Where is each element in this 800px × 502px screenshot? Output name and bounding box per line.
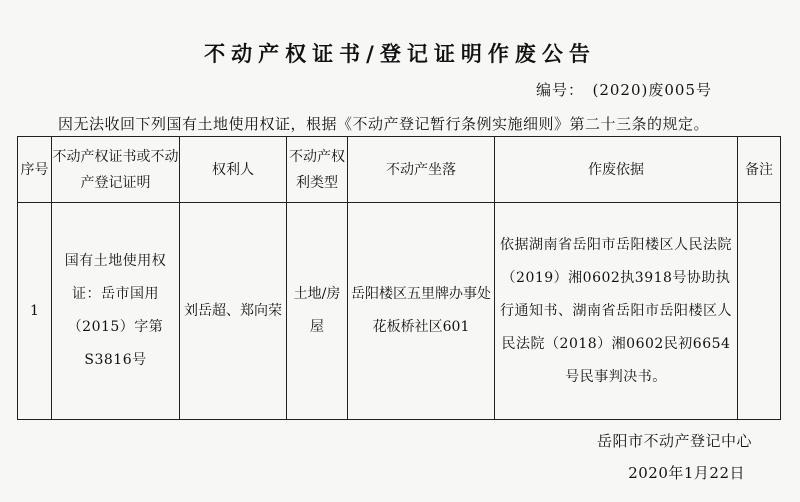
intro-paragraph: 因无法收回下列国有土地使用权证，根据《不动产登记暂行条例实施细则》第二十三条的规定。	[58, 115, 710, 133]
cell-cert: 国有土地使用权证：岳市国用（2015）字第S3816号	[52, 203, 180, 420]
header-note: 备注	[738, 137, 781, 203]
cell-basis: 依据湖南省岳阳市岳阳楼区人民法院（2019）湘0602执3918号协助执行通知书、湖南省岳阳市岳阳楼区人民法院（2018）湘0602民初6654号民事判决书。	[495, 203, 738, 420]
document-number: 编号： (2020)废005号	[535, 81, 712, 99]
header-owner: 权利人	[180, 137, 287, 203]
header-right-type: 不动产权利类型	[287, 137, 348, 203]
cell-note	[738, 203, 781, 420]
table-row	[18, 203, 781, 420]
header-location: 不动产坐落	[348, 137, 495, 203]
issue-date: 2020年1月22日	[628, 464, 745, 482]
cell-right-type: 土地/房屋	[287, 203, 348, 420]
cell-owner: 刘岳超、郑向荣	[180, 203, 287, 420]
header-seq: 序号	[18, 137, 52, 203]
issuing-authority: 岳阳市不动产登记中心	[596, 432, 752, 450]
table-header-row	[18, 137, 781, 203]
void-certificate-table	[17, 136, 781, 420]
header-basis: 作废依据	[495, 137, 738, 203]
header-cert: 不动产权证书或不动产登记证明	[52, 137, 180, 203]
notice-title: 不动产权证书/登记证明作废公告	[204, 41, 596, 66]
cell-location: 岳阳楼区五里牌办事处花板桥社区601	[348, 203, 495, 420]
cell-seq: 1	[18, 203, 52, 420]
